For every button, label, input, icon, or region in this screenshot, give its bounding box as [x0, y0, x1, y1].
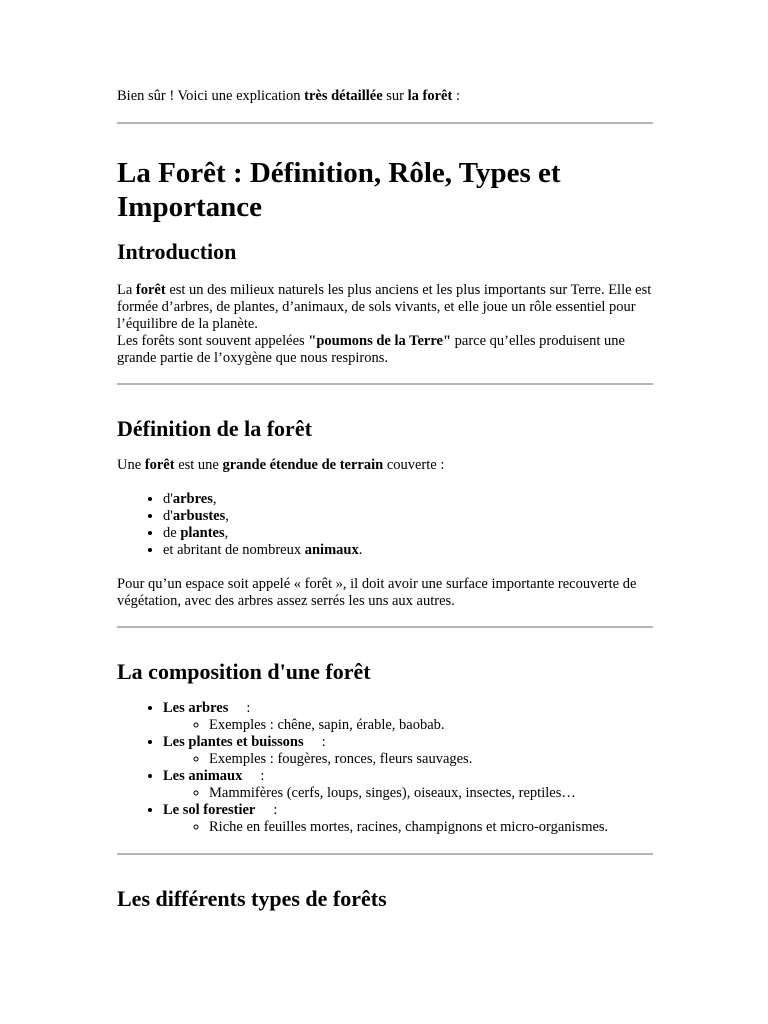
divider	[117, 626, 653, 628]
intro-suffix: :	[452, 88, 460, 104]
item-prefix: de	[163, 525, 181, 541]
intro-mid: sur	[382, 88, 408, 104]
item-colon: :	[273, 802, 278, 818]
def-lead-bold2: grande étendue de terrain	[222, 457, 384, 473]
def-lead-mid: est une	[174, 457, 223, 473]
sub-list-item: ◦ Exemples : chêne, sapin, érable, baobab.	[209, 717, 653, 734]
sub-list-item: ◦ Mammifères (cerfs, loups, singes), oiseaux, insectes, reptiles…	[209, 785, 653, 802]
list-item	[163, 508, 653, 525]
intro-bold-detailed: très détaillée	[304, 88, 383, 104]
document-title: La Forêt : Définition, Rôle, Types et Importance	[117, 157, 561, 223]
list-item	[163, 491, 653, 508]
item-colon: :	[246, 700, 251, 716]
definition-list	[117, 491, 653, 559]
item-label: Les animaux	[163, 768, 243, 784]
item-suffix: .	[358, 542, 363, 558]
item-label: Les plantes et buissons	[163, 734, 304, 750]
definition-closing: Pour qu’un espace soit appelé « forêt », il doit avoir une surface importante recouverte de végétation, avec des arbres assez serrés les uns aux autres.	[117, 576, 637, 609]
composition-list	[117, 700, 653, 836]
introduction-paragraph	[117, 282, 653, 367]
item-label: Le sol forestier	[163, 802, 256, 818]
item-colon: :	[260, 768, 265, 784]
sub-list-item: ◦ Exemples : fougères, ronces, fleurs sauvages.	[209, 751, 653, 768]
sub-list	[163, 717, 653, 734]
list-item	[163, 734, 653, 768]
intro-p2-prefix: Les forêts sont souvent appelées	[117, 333, 309, 349]
list-item	[163, 802, 653, 836]
intro-line	[117, 88, 653, 105]
list-item	[163, 768, 653, 802]
item-prefix: d'	[163, 508, 173, 524]
list-item	[163, 542, 653, 559]
item-colon: :	[321, 734, 326, 750]
intro-bold-forest: la forêt	[407, 88, 453, 104]
item-prefix: d'	[163, 491, 173, 507]
def-lead-bold1: forêt	[144, 457, 175, 473]
item-suffix: ,	[224, 525, 229, 541]
intro-p2-bold: "poumons de la Terre"	[308, 333, 452, 349]
item-bold: arbustes	[172, 508, 226, 524]
item-bold: plantes	[180, 525, 225, 541]
intro-prefix: Bien sûr ! Voici une explication	[117, 88, 305, 104]
item-suffix: ,	[212, 491, 217, 507]
list-item	[163, 525, 653, 542]
item-suffix: ,	[225, 508, 229, 524]
divider	[117, 122, 653, 124]
intro-p1-prefix: La	[117, 282, 136, 298]
heading-definition: Définition de la forêt	[117, 416, 312, 441]
intro-p2-rest: parce qu’elles produisent une grande partie de l’oxygène que nous respirons.	[117, 333, 625, 366]
def-lead-prefix: Une	[117, 457, 145, 473]
intro-p1-rest: est un des milieux naturels les plus anciens et les plus importants sur Terre. Elle est formée d’arbres, de plantes, d’animaux, de sols vivants, et elle joue un rôle essentiel pour l’équilibre de la planète.	[117, 282, 652, 332]
sub-list-item: ◦ Riche en feuilles mortes, racines, champignons et micro-organismes.	[209, 819, 653, 836]
divider	[117, 853, 653, 855]
def-lead-suffix: couverte :	[383, 457, 445, 473]
document-content	[117, 88, 653, 912]
heading-composition: La composition d'une forêt	[117, 659, 371, 684]
sub-list	[163, 785, 653, 802]
item-bold: arbres	[172, 491, 213, 507]
intro-p1-bold: forêt	[135, 282, 166, 298]
item-bold: animaux	[304, 542, 359, 558]
sub-list	[163, 819, 653, 836]
heading-types: Les différents types de forêts	[117, 886, 387, 911]
divider	[117, 383, 653, 385]
sub-list	[163, 751, 653, 768]
heading-introduction: Introduction	[117, 239, 237, 264]
item-prefix: et abritant de nombreux	[163, 542, 305, 558]
item-label: Les arbres	[163, 700, 229, 716]
definition-lead	[117, 457, 653, 474]
list-item	[163, 700, 653, 734]
